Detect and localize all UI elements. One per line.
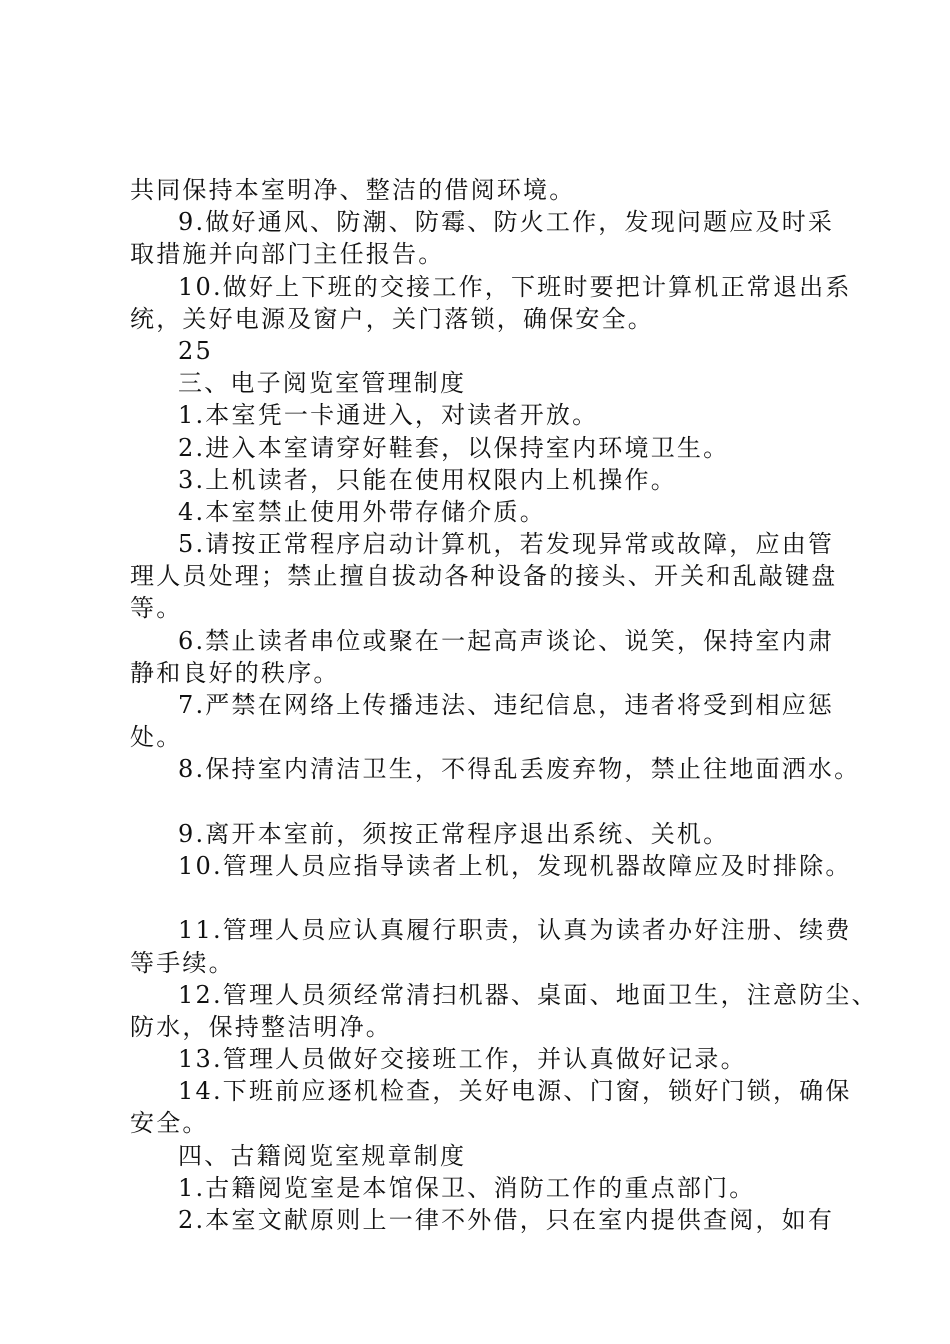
text-line: 静和良好的秩序。 <box>130 658 340 687</box>
text-line: 安全。 <box>130 1109 209 1138</box>
text-line: 2.进入本室请穿好鞋套，以保持室内环境卫生。 <box>178 433 730 462</box>
blank-line <box>130 786 860 818</box>
text-line: 2.本室文献原则上一律不外借，只在室内提供查阅，如有 <box>178 1206 835 1234</box>
text-line: 12.管理人员须经常清扫机器、桌面、地面卫生，注意防尘、 <box>178 980 878 1009</box>
document-body <box>130 174 878 1236</box>
text-line: 共同保持本室明净、整洁的借阅环境。 <box>130 176 576 204</box>
text-line: 1.古籍阅览室是本馆保卫、消防工作的重点部门。 <box>178 1173 756 1202</box>
text-line: 9.做好通风、防潮、防霉、防火工作，发现问题应及时采 <box>178 208 835 237</box>
text-line: 3.上机读者，只能在使用权限内上机操作。 <box>178 465 677 494</box>
text-line: 统，关好电源及窗户，关门落锁，确保安全。 <box>130 304 654 333</box>
text-line: 6.禁止读者串位或聚在一起高声谈论、说笑，保持室内肃 <box>178 626 835 655</box>
text-line: 取措施并向部门主任报告。 <box>130 240 445 269</box>
text-line: 理人员处理；禁止擅自拔动各种设备的接头、开关和乱敲键盘 <box>130 562 838 591</box>
text-line: 13.管理人员做好交接班工作，并认真做好记录。 <box>178 1045 747 1074</box>
text-line: 14.下班前应逐机检查，关好电源、门窗，锁好门锁，确保 <box>178 1077 852 1106</box>
text-line: 等。 <box>130 594 183 623</box>
text-line: 8.保持室内清洁卫生，不得乱丢废弃物，禁止往地面洒水。 <box>178 755 861 784</box>
blank-line <box>130 882 860 914</box>
text-line: 10.做好上下班的交接工作，下班时要把计算机正常退出系 <box>178 272 852 301</box>
section-heading: 四、古籍阅览室规章制度 <box>178 1141 467 1170</box>
text-line: 等手续。 <box>130 948 235 977</box>
text-line: 10.管理人员应指导读者上机，发现机器故障应及时排除。 <box>178 851 852 880</box>
text-line: 11.管理人员应认真履行职责，认真为读者办好注册、续费 <box>178 916 852 945</box>
text-line: 7.严禁在网络上传播违法、违纪信息，违者将受到相应惩 <box>178 691 835 719</box>
text-line: 4.本室禁止使用外带存储介质。 <box>178 497 546 526</box>
text-line: 9.离开本室前，须按正常程序退出系统、关机。 <box>178 819 730 848</box>
text-line: 防水，保持整洁明净。 <box>130 1012 392 1041</box>
section-heading: 三、电子阅览室管理制度 <box>178 369 467 398</box>
text-line: 5.请按正常程序启动计算机，若发现异常或故障，应由管 <box>178 530 835 559</box>
text-line: 1.本室凭一卡通进入，对读者开放。 <box>178 401 599 430</box>
page-number: 25 <box>178 336 213 365</box>
text-line: 处。 <box>130 723 183 752</box>
